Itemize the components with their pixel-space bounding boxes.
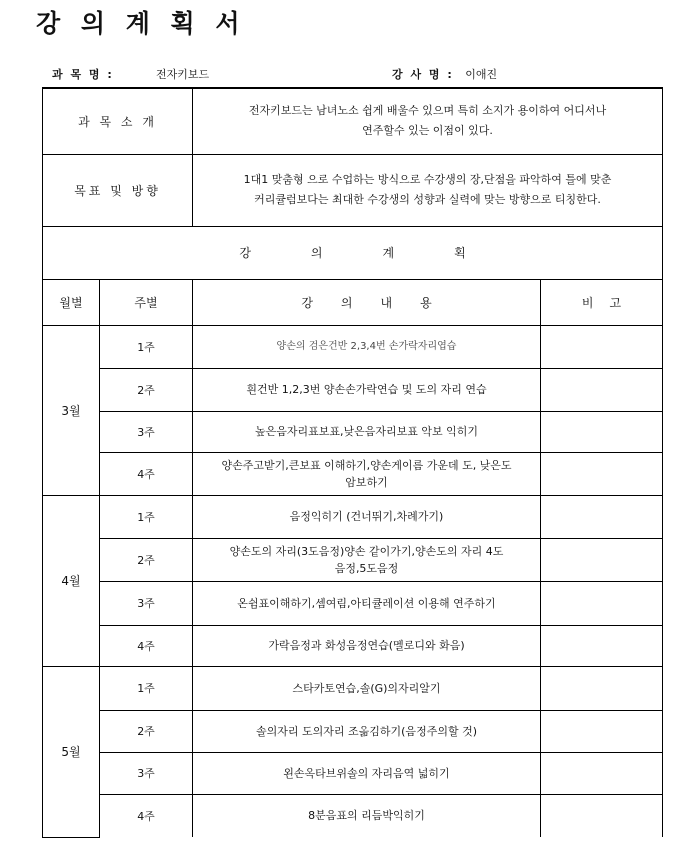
- section-title-char: 의: [310, 246, 323, 260]
- teacher-value: 이애진: [465, 68, 498, 81]
- note-cell: [541, 495, 663, 538]
- week-cell: 1주: [100, 666, 193, 710]
- table-row: [43, 325, 663, 368]
- content-cell: 높은음자리표보표,낮은음자리보표 악보 익히기: [193, 411, 541, 452]
- week-cell: 4주: [100, 452, 193, 495]
- week-cell: 3주: [100, 752, 193, 794]
- note-cell: [541, 581, 663, 625]
- content-cell: 왼손옥타브위솔의 자리음역 넓히기: [193, 752, 541, 794]
- section-title-char: 획: [454, 246, 466, 260]
- note-cell: [541, 666, 663, 710]
- week-cell: 1주: [100, 495, 193, 538]
- month-column-header: 월별: [43, 279, 100, 325]
- section-title-char: 계: [382, 246, 395, 260]
- goal-label: 목표 및 방향: [43, 154, 193, 226]
- course-value: 전자키보드: [156, 68, 210, 81]
- table-row: [43, 666, 663, 710]
- table-row: [43, 581, 663, 625]
- table-row: [43, 368, 663, 411]
- week-cell: 3주: [100, 581, 193, 625]
- week-cell: 4주: [100, 794, 193, 837]
- month-cell: 5월: [43, 666, 100, 837]
- table-row: [43, 495, 663, 538]
- table-row: [43, 452, 663, 495]
- section-title: [43, 226, 663, 279]
- course-label: 과 목 명 :: [52, 68, 114, 81]
- intro-text-line: 전자키보드는 남녀노소 쉽게 배울수 있으며 특히 소지가 용이하여 어디서나: [248, 104, 607, 118]
- content-cell: 가락음정과 화성음정연습(멜로디와 화음): [193, 625, 541, 666]
- month-cell: 4월: [43, 495, 100, 666]
- content-cell: 음정익히기 (건너뛰기,차례가기): [193, 495, 541, 538]
- week-cell: 2주: [100, 368, 193, 411]
- content-cell: 양손주고받기,큰보표 이해하기,양손게이름 가운데 도, 낮은도 암보하기: [193, 452, 541, 495]
- table-row: [43, 710, 663, 752]
- week-cell: 2주: [100, 538, 193, 581]
- content-cell: 양손도의 자리(3도음정)양손 같이가기,양손도의 자리 4도 음정,5도음정: [193, 538, 541, 581]
- note-cell: [541, 538, 663, 581]
- note-cell: [541, 325, 663, 368]
- table-row: [43, 794, 663, 837]
- week-cell: 1주: [100, 325, 193, 368]
- content-cell: 스타카토연습,솔(G)의자리알기: [193, 666, 541, 710]
- note-cell: [541, 452, 663, 495]
- note-cell: [541, 625, 663, 666]
- week-cell: 2주: [100, 710, 193, 752]
- teacher-info: [392, 66, 497, 82]
- intro-text-line: 연주할수 있는 이점이 있다.: [362, 124, 493, 138]
- note-cell: [541, 794, 663, 837]
- content-cell: 8분음표의 리듬박익히기: [193, 794, 541, 837]
- table-row: [43, 625, 663, 666]
- week-column-header: 주별: [100, 279, 193, 325]
- table-row: [43, 411, 663, 452]
- intro-row: [43, 88, 663, 154]
- intro-label: 과 목 소 개: [43, 88, 193, 154]
- table-row: [43, 752, 663, 794]
- note-cell: [541, 710, 663, 752]
- note-cell: [541, 752, 663, 794]
- intro-text: [193, 88, 663, 154]
- goal-text-line: 1대1 맞춤형 으로 수업하는 방식으로 수강생의 장,단점을 파악하여 틀에 맞춘: [243, 173, 612, 186]
- week-cell: 3주: [100, 411, 193, 452]
- note-column-header: 비 고: [541, 279, 663, 325]
- goal-text-line: 커리큘럼보다는 최대한 수강생의 성향과 실력에 맞는 방향으로 티칭한다.: [254, 193, 601, 206]
- month-cell: 3월: [43, 325, 100, 495]
- table-row: [43, 538, 663, 581]
- content-cell: 흰건반 1,2,3번 양손손가락연습 및 도의 자리 연습: [193, 368, 541, 411]
- content-cell: 솔의자리 도의자리 조옮김하기(음정주의할 것): [193, 710, 541, 752]
- document-title: 강 의 계 획 서: [36, 9, 246, 38]
- content-cell: 양손의 검은건반 2,3,4번 손가락자리엽습: [193, 325, 541, 368]
- content-cell: 온쉼표이해하기,셈여림,아티큘레이션 이용해 연주하기: [193, 581, 541, 625]
- teacher-label: 강 사 명 :: [392, 68, 454, 81]
- section-title-row: [43, 226, 663, 279]
- course-info: [52, 66, 210, 82]
- week-cell: 4주: [100, 625, 193, 666]
- note-cell: [541, 411, 663, 452]
- section-title-char: 강: [239, 246, 251, 260]
- lecture-plan-table: [42, 87, 663, 838]
- content-column-header: 강 의 내 용: [193, 279, 541, 325]
- goal-row: [43, 154, 663, 226]
- note-cell: [541, 368, 663, 411]
- column-header-row: [43, 279, 663, 325]
- goal-text: [193, 154, 663, 226]
